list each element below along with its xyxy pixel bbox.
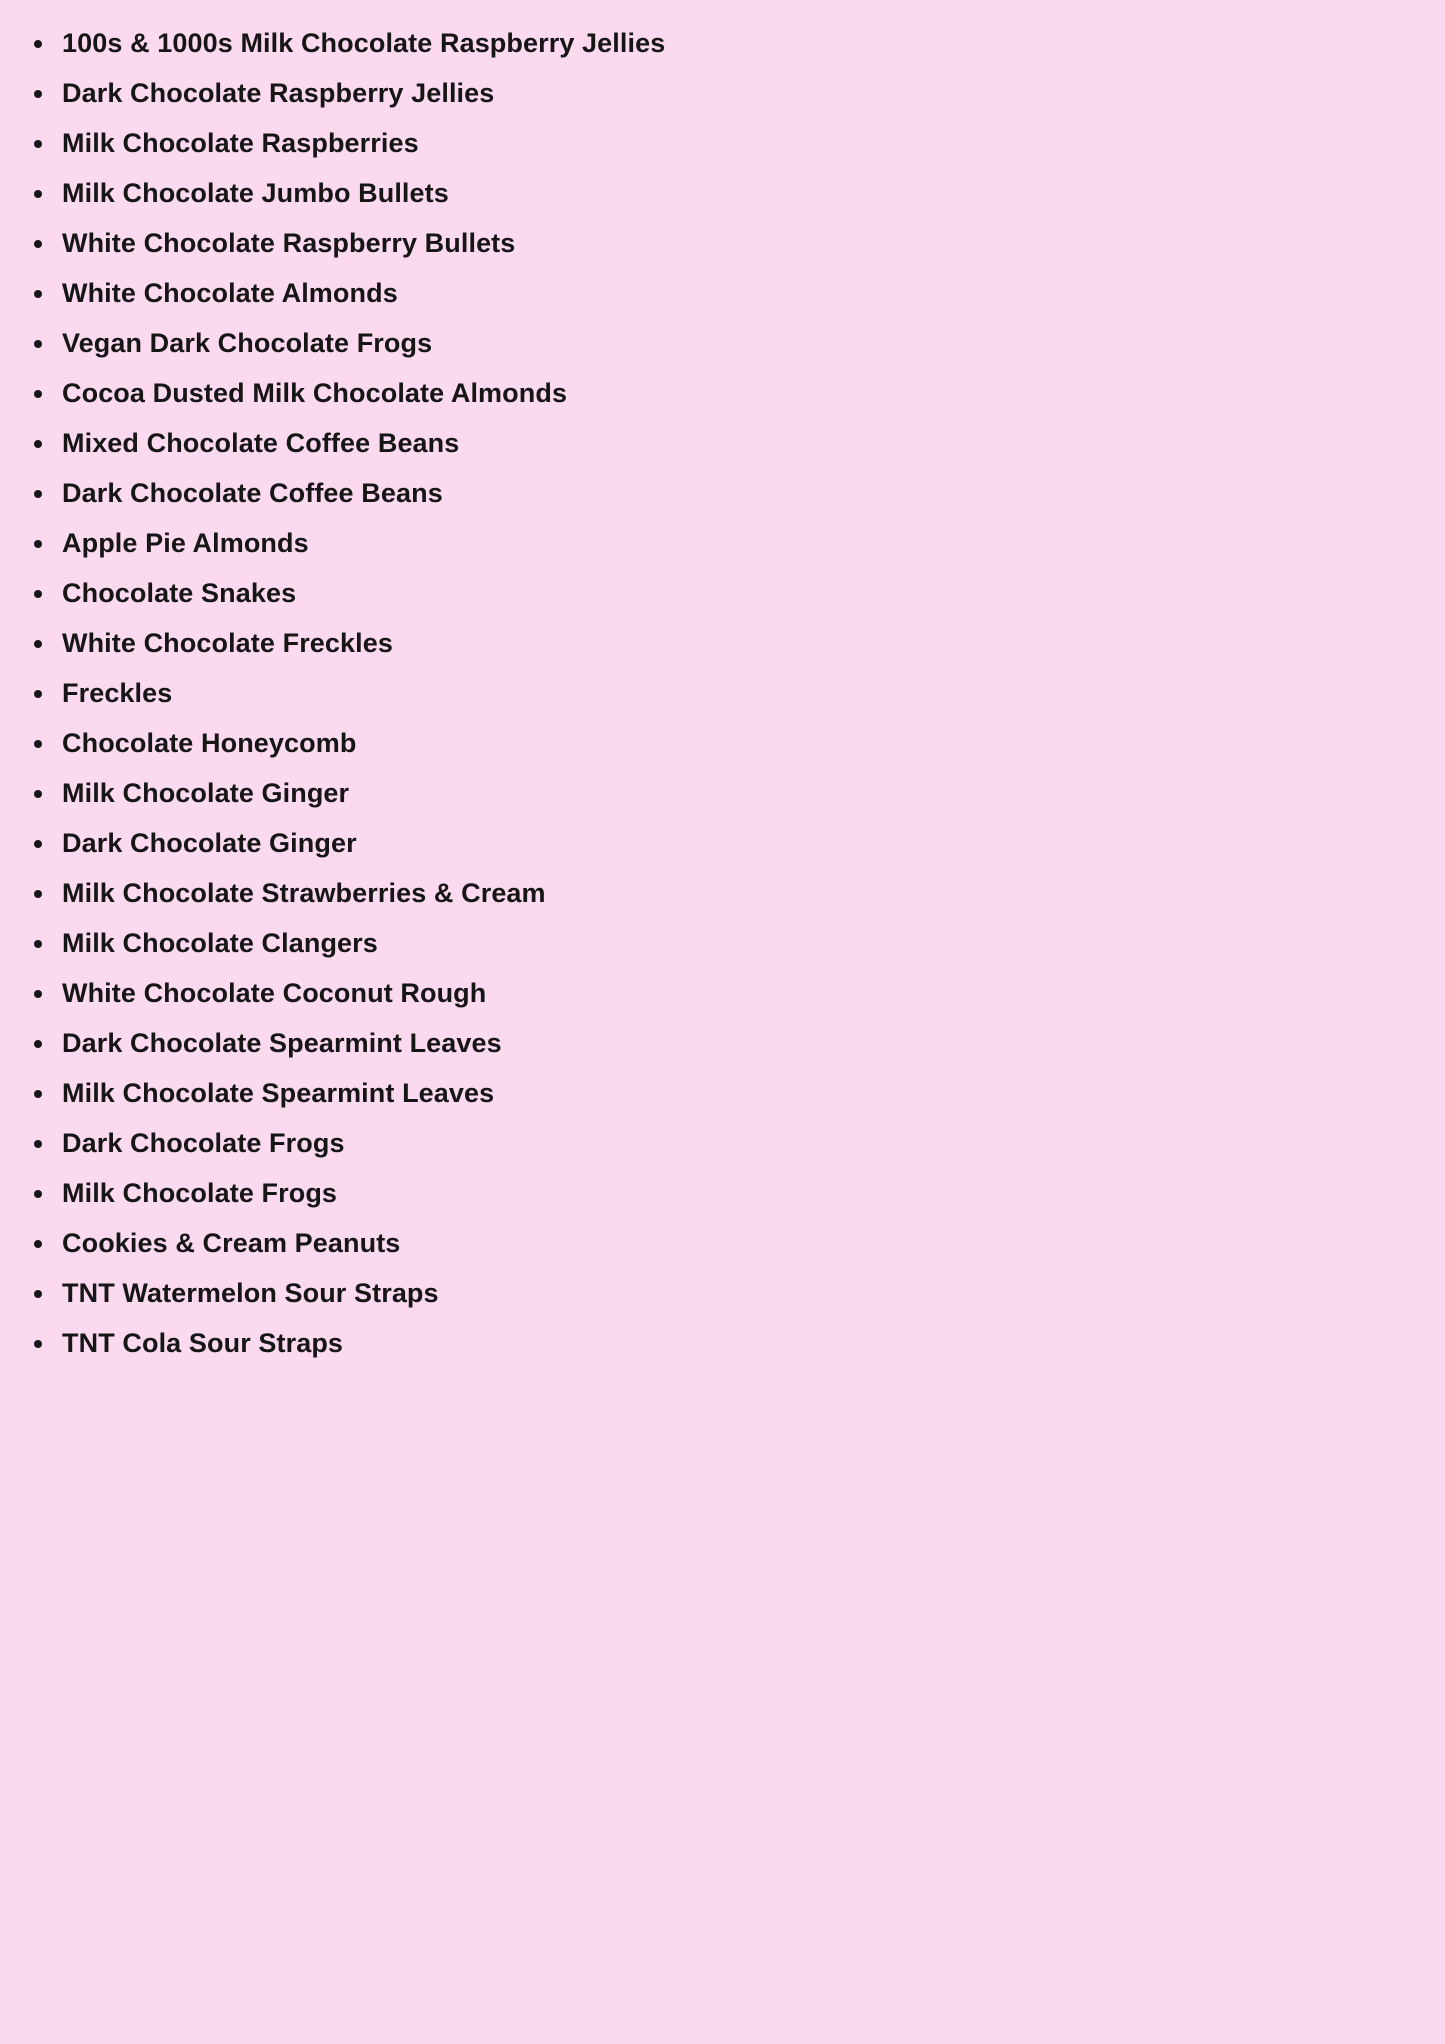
list-item: Dark Chocolate Spearmint Leaves: [0, 1018, 1445, 1068]
list-item: Milk Chocolate Strawberries & Cream: [0, 868, 1445, 918]
list-item: Dark Chocolate Coffee Beans: [0, 468, 1445, 518]
product-list: [0, 18, 1445, 1368]
list-item: 100s & 1000s Milk Chocolate Raspberry Jellies: [0, 18, 1445, 68]
list-item: White Chocolate Almonds: [0, 268, 1445, 318]
list-item: Milk Chocolate Spearmint Leaves: [0, 1068, 1445, 1118]
list-item: Cookies & Cream Peanuts: [0, 1218, 1445, 1268]
list-item: TNT Cola Sour Straps: [0, 1318, 1445, 1368]
list-item: Dark Chocolate Raspberry Jellies: [0, 68, 1445, 118]
list-item: Vegan Dark Chocolate Frogs: [0, 318, 1445, 368]
list-item: Milk Chocolate Raspberries: [0, 118, 1445, 168]
list-item: TNT Watermelon Sour Straps: [0, 1268, 1445, 1318]
list-item: Mixed Chocolate Coffee Beans: [0, 418, 1445, 468]
list-item: Milk Chocolate Ginger: [0, 768, 1445, 818]
list-item: Freckles: [0, 668, 1445, 718]
list-item: White Chocolate Freckles: [0, 618, 1445, 668]
list-item: Milk Chocolate Jumbo Bullets: [0, 168, 1445, 218]
list-item: Chocolate Snakes: [0, 568, 1445, 618]
list-item: Milk Chocolate Frogs: [0, 1168, 1445, 1218]
list-item: Milk Chocolate Clangers: [0, 918, 1445, 968]
list-item: Dark Chocolate Frogs: [0, 1118, 1445, 1168]
list-item: White Chocolate Coconut Rough: [0, 968, 1445, 1018]
list-item: Chocolate Honeycomb: [0, 718, 1445, 768]
list-item: White Chocolate Raspberry Bullets: [0, 218, 1445, 268]
list-item: Cocoa Dusted Milk Chocolate Almonds: [0, 368, 1445, 418]
list-item: Dark Chocolate Ginger: [0, 818, 1445, 868]
list-item: Apple Pie Almonds: [0, 518, 1445, 568]
